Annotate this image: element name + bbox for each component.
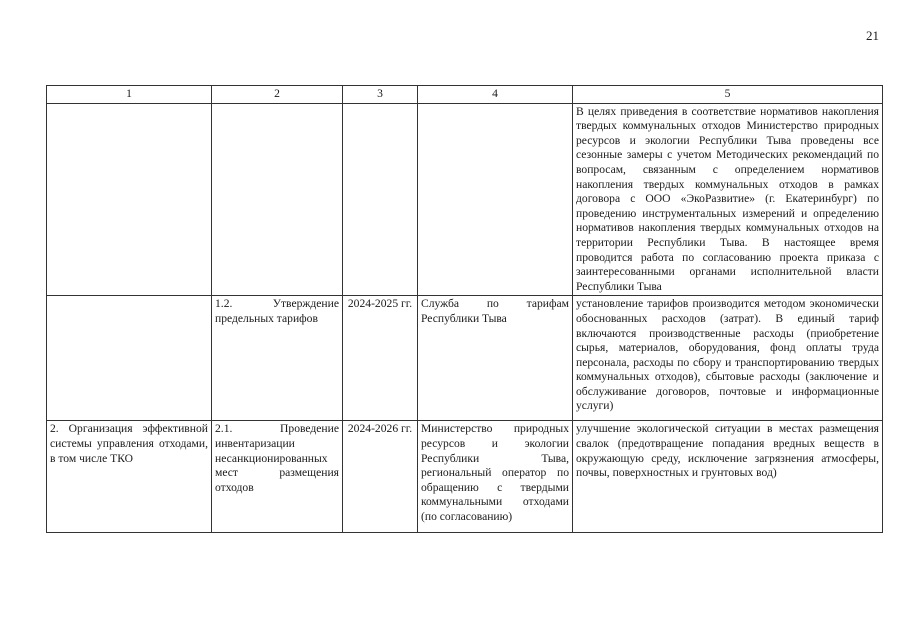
page-number: 21 [866, 28, 879, 43]
table-cell: установление тарифов производится методом экономически обоснованных расходов (затрат). В единый тариф включаются производственные расходы (приобретение сырья, материалов, оборудования, фонд оплаты труда персонала, расходы по сбору и транспортированию твердых коммунальных отходов), сбытовые расходы (заключение и обслуживание договоров, почтовые и информационные услуги) [573, 296, 883, 421]
table-cell [343, 103, 418, 296]
header-cell: 4 [418, 86, 573, 104]
table-cell [47, 103, 212, 296]
measures-table [46, 85, 883, 533]
table-cell: улучшение экологической ситуации в местах размещения свалок (предотвращение попадания вредных веществ в окружающую среду, исключение загрязнения атмосферы, почвы, поверхностных и грунтовых вод) [573, 421, 883, 533]
table-cell [418, 103, 573, 296]
table-cell: 2024-2025 гг. [343, 296, 418, 421]
header-cell: 2 [212, 86, 343, 104]
table-cell: В целях приведения в соответствие нормативов накопления твердых коммунальных отходов Министерство природных ресурсов и экологии Республики Тыва проведены все сезонные замеры с учетом Методических рекомендаций по вопросам, связанным с определением нормативов накопления твердых коммунальных отходов в рамках договора с ООО «ЭкоРазвитие» (г. Екатеринбург) по проведению инструментальных измерений и определению нормативов накопления твердых коммунальных отходов на территории Республики Тыва. В настоящее время проводится работа по согласованию проекта приказа с заинтересованными органами исполнительной власти Республики Тыва [573, 103, 883, 296]
table-cell: Министерство природных ресурсов и экологии Республики Тыва, региональный оператор по обращению с твердыми коммунальными отходами (по согласованию) [418, 421, 573, 533]
table-row [47, 296, 883, 421]
table-cell: 2024-2026 гг. [343, 421, 418, 533]
header-cell: 5 [573, 86, 883, 104]
table-row [47, 103, 883, 296]
table-cell: Служба по тарифам Республики Тыва [418, 296, 573, 421]
header-row [47, 86, 883, 104]
table-cell: 1.2. Утверждение предельных тарифов [212, 296, 343, 421]
header-cell: 3 [343, 86, 418, 104]
table-cell: 2. Организация эффективной системы управления отходами, в том числе ТКО [47, 421, 212, 533]
table-row [47, 421, 883, 533]
table-cell: 2.1. Проведение инвентаризации несанкционированных мест размещения отходов [212, 421, 343, 533]
header-cell: 1 [47, 86, 212, 104]
table-cell [212, 103, 343, 296]
table-cell [47, 296, 212, 421]
